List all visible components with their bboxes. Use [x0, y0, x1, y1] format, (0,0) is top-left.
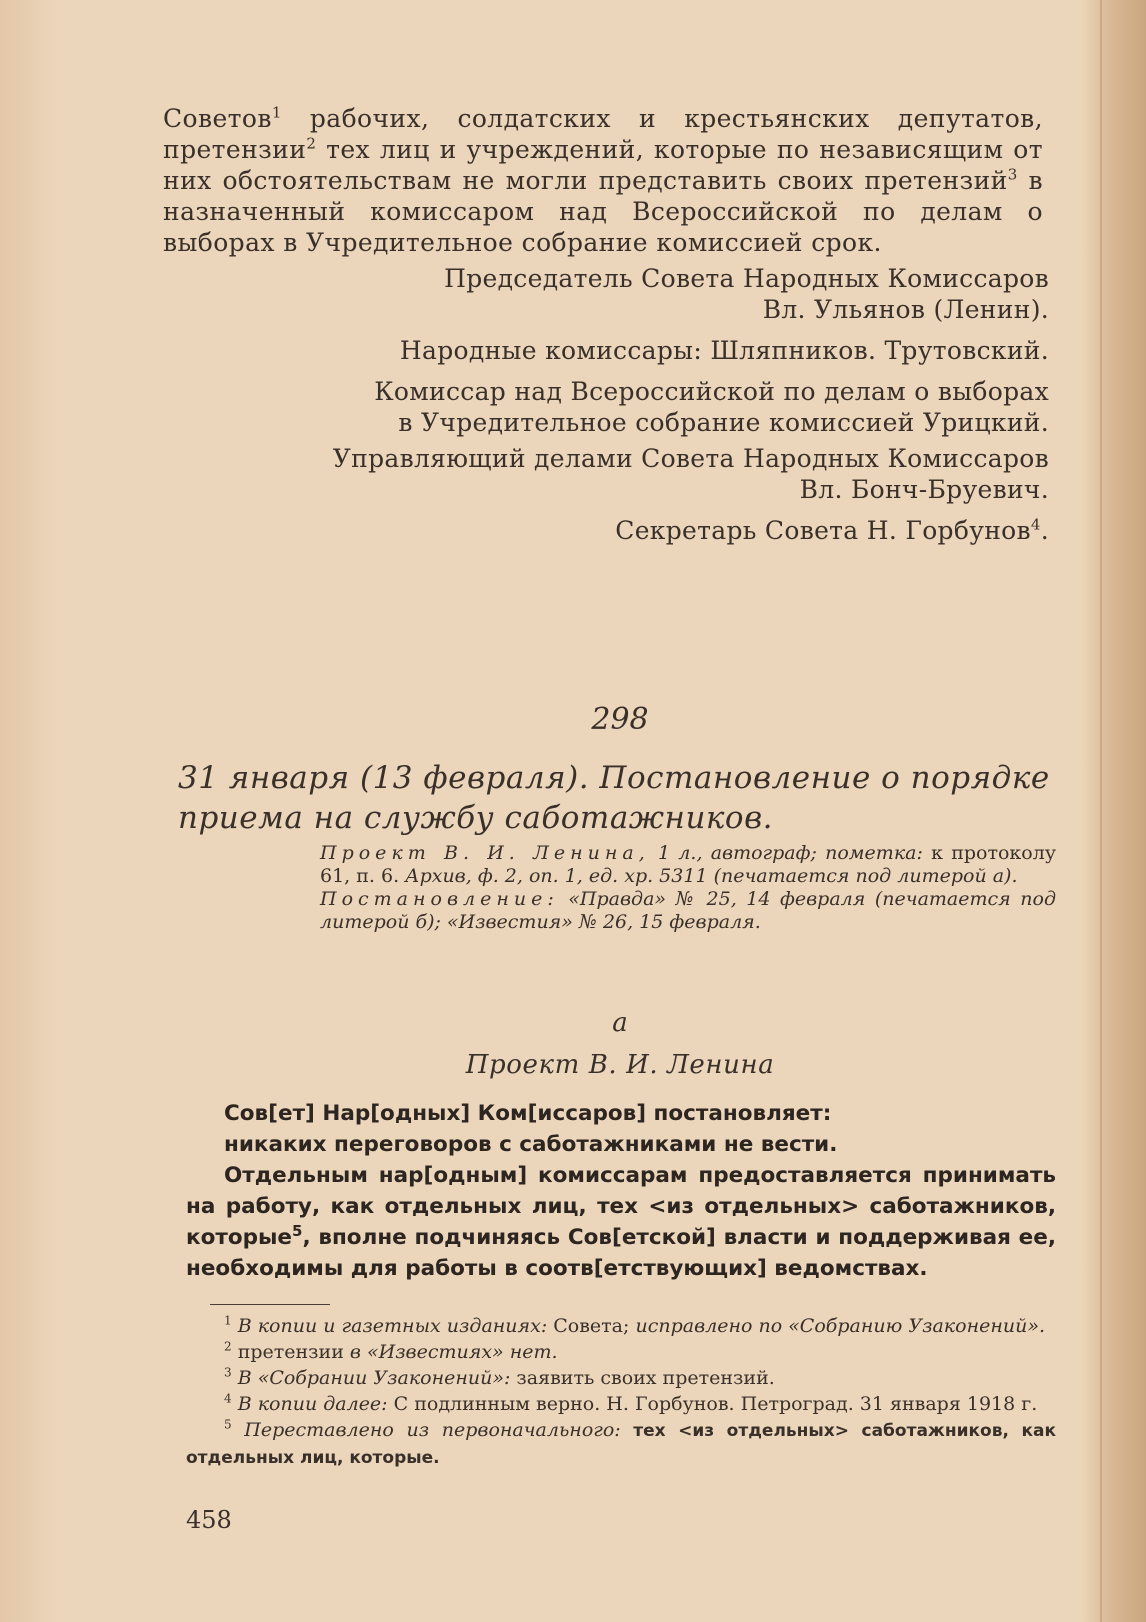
- page-number: 458: [186, 1506, 232, 1534]
- decree-line-1: Сов[ет] Нар[одных] Ком[иссаров] постановляет:: [224, 1101, 832, 1126]
- footnote-3: $^3$ В «Собрании Узаконений»: заявить своих претензий.: [224, 1365, 775, 1389]
- signature-secretary: Секретарь Совета Н. Горбунов$^4$.: [615, 515, 1049, 545]
- signature-elections-commissar: Комиссар над Всероссийской по делам о выборах в Учредительное собрание комиссией Урицкий.: [374, 377, 1049, 437]
- source-decree: Постановление: «Правда» № 25, 14 февраля (печатается под литерой б); «Известия» № 26, 15 февраля.: [320, 888, 1056, 933]
- signature-chairman: Председатель Совета Народных Комиссаров Вл. Ульянов (Ленин).: [444, 264, 1049, 324]
- section-title: Проект В. И. Ленина: [465, 1050, 775, 1080]
- decree-line-2: никаких переговоров с саботажниками не вести.: [224, 1132, 838, 1157]
- footnote-2: $^2$ претензии в «Известиях» нет.: [224, 1339, 558, 1363]
- decree-paragraph: Отдельным нар[одным] комиссарам предоставляется принимать на работу, как отдельных лиц, тех <из отдельных> саботажников, которые$^5$, вполне подчиняясь Сов[етской] власти и поддерживая ее, необходимы для работы в соотв[етствующих] ведомствах.: [186, 1163, 1056, 1281]
- footnotes: [186, 1313, 1056, 1471]
- footnote-5: $^5$ Переставлено из первоначального: тех <из отдельных> саботажников, как отдельных лиц, которые.: [186, 1417, 1056, 1468]
- footnote-divider: [210, 1304, 330, 1305]
- document-sources: [320, 842, 1056, 934]
- footnote-1: $^1$ В копии и газетных изданиях: Совета; исправлено по «Собранию Узаконений».: [224, 1313, 1046, 1337]
- source-draft: Проект В. И. Ленина, 1 л., автограф; пометка: к протоколу 61, п. 6. Архив, ф. 2, оп. 1, ед. хр. 5311 (печатается под литерой а).: [320, 842, 1056, 887]
- signature-manager: Управляющий делами Совета Народных Комиссаров Вл. Бонч-Бруевич.: [332, 444, 1049, 504]
- document-number: 298: [591, 702, 649, 737]
- signature-commissars: Народные комиссары: Шляпников. Трутовский.: [399, 336, 1049, 365]
- continued-paragraph: Советов$^1$ рабочих, солдатских и крестьянских депутатов, претензии$^2$ тех лиц и учреждений, которые по независящим от них обстоятельствам не могли представить своих претензий$^3$ в назначенный комиссаром над Всероссийской по делам о выборах в Учредительное собрание комиссией срок.: [163, 103, 1043, 257]
- section-letter: а: [612, 1008, 628, 1038]
- document-title: 31 января (13 февраля). Постановление о порядке приема на службу саботажников.: [178, 760, 1050, 836]
- book-spine-edge: [1100, 0, 1102, 1622]
- decree-text: [186, 1098, 1056, 1284]
- footnote-4: $^4$ В копии далее: С подлинным верно. Н. Горбунов. Петроград. 31 января 1918 г.: [224, 1391, 1038, 1415]
